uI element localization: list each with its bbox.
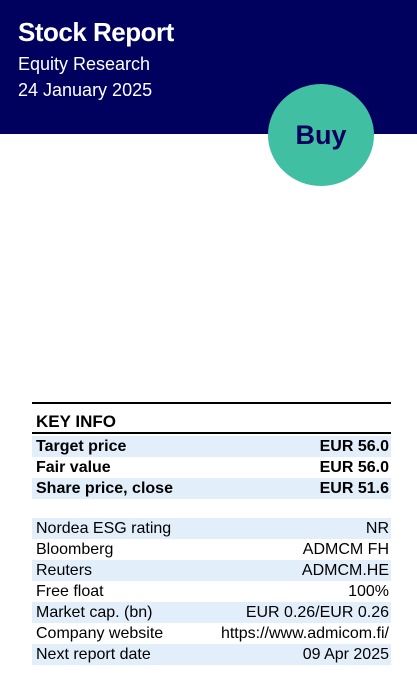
table-row-market-cap	[32, 602, 391, 623]
row-label: Market cap. (bn)	[36, 603, 153, 621]
key-info-title: KEY INFO	[36, 412, 116, 431]
table-row-bloomberg	[32, 539, 391, 560]
row-value: NR	[365, 519, 389, 537]
row-label: Target price	[36, 437, 127, 455]
row-value: EUR 56.0	[319, 437, 389, 455]
table-row-target-price	[32, 436, 391, 457]
table-row-company-website	[32, 623, 391, 644]
report-title: Stock Report	[18, 17, 174, 47]
table-row-next-report	[32, 644, 391, 665]
row-label: Free float	[36, 582, 104, 600]
row-value: EUR 0.26/EUR 0.26	[245, 603, 389, 621]
row-label: Fair value	[36, 458, 111, 476]
row-label: Share price, close	[36, 479, 173, 497]
row-value: EUR 56.0	[319, 458, 389, 476]
row-label: Company website	[36, 624, 164, 642]
row-label: Next report date	[36, 645, 151, 663]
row-label: Reuters	[36, 561, 93, 579]
row-value: ADMCM.HE	[301, 561, 389, 579]
rating-badge: Buy	[268, 84, 374, 186]
company-website-link[interactable]: https://www.admicom.fi/	[220, 624, 389, 642]
row-value: 100%	[348, 582, 389, 600]
row-label: Nordea ESG rating	[36, 519, 172, 537]
key-info-table	[32, 402, 391, 665]
row-value: 09 Apr 2025	[302, 645, 389, 663]
report-date: 24 January 2025	[18, 80, 153, 100]
table-row-share-price	[32, 478, 391, 499]
section-gap	[32, 499, 391, 518]
title-divider	[32, 432, 391, 434]
report-subtitle: Equity Research	[18, 54, 151, 74]
row-label: Bloomberg	[36, 540, 114, 558]
table-row-esg-rating	[32, 518, 391, 539]
table-row-free-float	[32, 581, 391, 602]
row-value: ADMCM FH	[302, 540, 389, 558]
table-row-reuters	[32, 560, 391, 581]
row-value: EUR 51.6	[319, 479, 389, 497]
table-row-fair-value	[32, 457, 391, 478]
